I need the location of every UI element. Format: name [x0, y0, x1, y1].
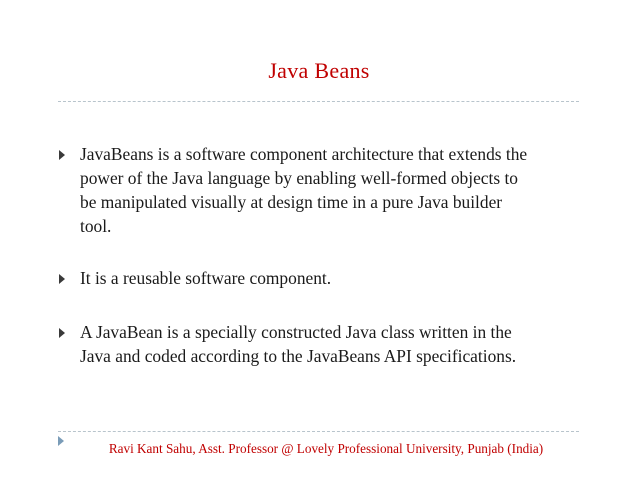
triangle-right-icon: [59, 150, 65, 160]
bullet-line: Java and coded according to the JavaBeans API specifications.: [80, 346, 517, 366]
bullet-line: power of the Java language by enabling well-formed objects to: [80, 168, 519, 188]
triangle-right-icon: [59, 274, 65, 284]
slide-footer: Ravi Kant Sahu, Asst. Professor @ Lovely Professional University, Punjab (India): [108, 441, 544, 456]
footer-divider: [58, 431, 579, 432]
slide-title: Java Beans: [268, 58, 370, 83]
bullet-line: It is a reusable software component.: [80, 268, 332, 288]
bullet-line: tool.: [80, 216, 112, 236]
triangle-right-icon: [59, 328, 65, 338]
bullet-text: [80, 142, 592, 238]
bullet-text: [80, 266, 592, 290]
bullet-line: A JavaBean is a specially constructed Java class written in the: [80, 322, 512, 342]
bullet-line: be manipulated visually at design time in a pure Java builder: [80, 192, 503, 212]
bullet-text: [80, 320, 592, 368]
bullet-line: JavaBeans is a software component architecture that extends the: [80, 144, 528, 164]
